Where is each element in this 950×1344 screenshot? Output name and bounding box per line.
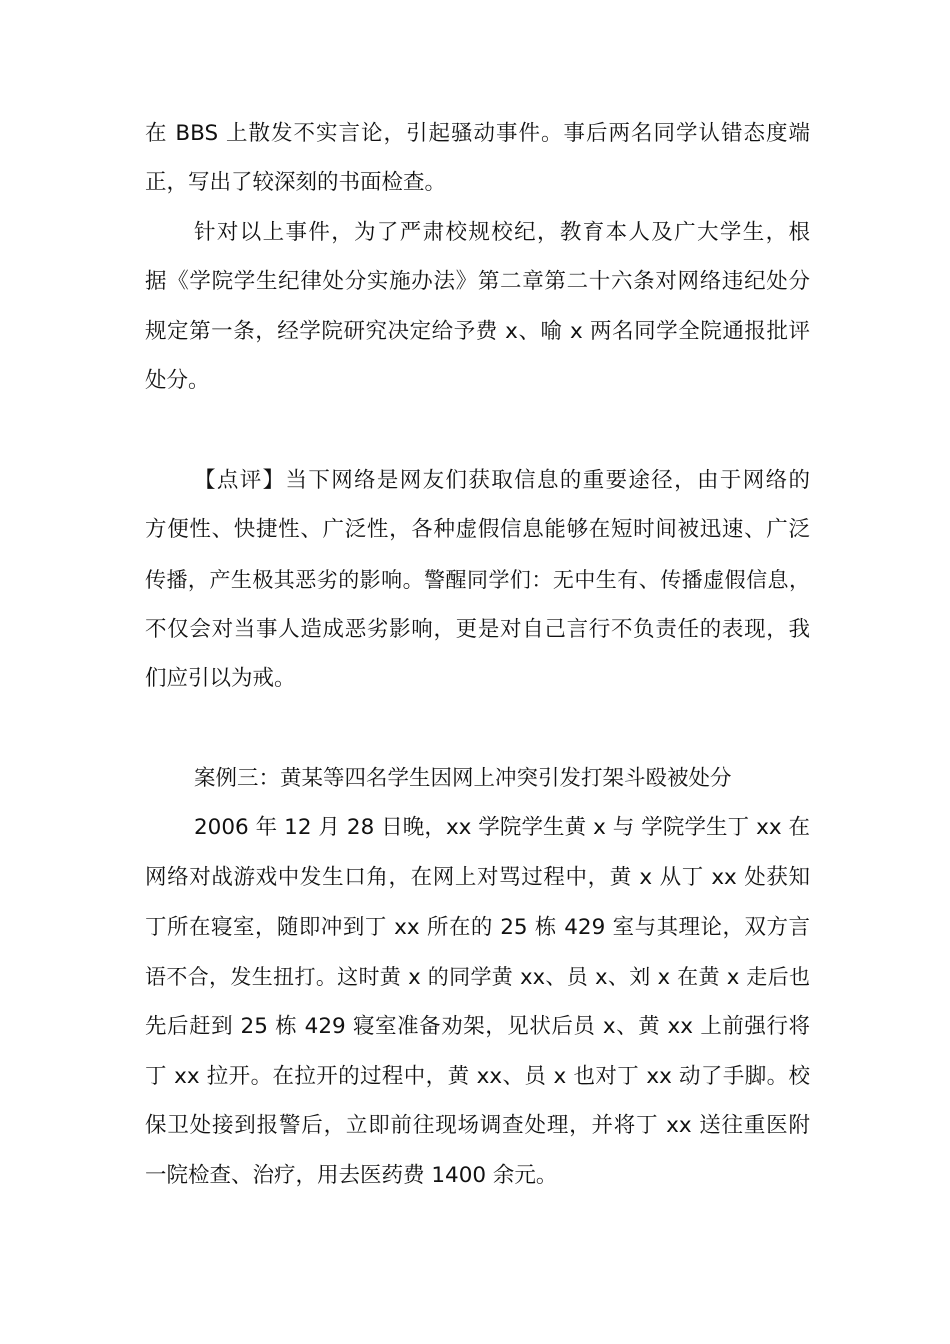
comment-line-3: 传播，产生极其恶劣的影响。警醒同学们：无中生有、传播虚假信息， (145, 568, 810, 592)
comment-line-5: 们应引以为戒。 (145, 666, 296, 691)
paragraph-2-line-3: 规定第一条，经学院研究决定给予费 x、喻 x 两名同学全院通报批评 (145, 319, 810, 344)
case-paragraph-line-8: 一院检查、治疗，用去医药费 1400 余元。 (145, 1163, 558, 1188)
case-paragraph-line-4: 语不合，发生扭打。这时黄 x 的同学黄 xx、员 x、刘 x 在黄 x 走后也 (145, 965, 810, 989)
paragraph-2-line-1: 针对以上事件，为了严肃校规校纪，教育本人及广大学生，根 (194, 220, 810, 245)
case-paragraph-line-7: 保卫处接到报警后，立即前往现场调查处理，并将丁 xx 送往重医附 (145, 1113, 810, 1138)
paragraph-1-line-2: 正，写出了较深刻的书面检查。 (145, 170, 447, 195)
paragraph-1-line-1: 在 BBS 上散发不实言论，引起骚动事件。事后两名同学认错态度端 (145, 121, 810, 146)
case-paragraph-line-3: 丁所在寝室，随即冲到丁 xx 所在的 25 栋 429 室与其理论，双方言 (145, 915, 810, 940)
paragraph-2-line-4: 处分。 (145, 368, 210, 393)
case-paragraph-line-1: 2006 年 12 月 28 日晚，xx 学院学生黄 x 与 学院学生丁 xx 在 (194, 815, 810, 840)
comment-line-1: 【点评】当下网络是网友们获取信息的重要途径，由于网络的 (194, 468, 810, 493)
case-paragraph-line-2: 网络对战游戏中发生口角，在网上对骂过程中，黄 x 从丁 xx 处获知 (145, 865, 810, 890)
case-three-heading: 案例三：黄某等四名学生因网上冲突引发打架斗殴被处分 (194, 766, 732, 791)
paragraph-2-line-2: 据《学院学生纪律处分实施办法》第二章第二十六条对网络违纪处分 (145, 269, 810, 294)
comment-line-2: 方便性、快捷性、广泛性，各种虚假信息能够在短时间被迅速、广泛 (145, 517, 810, 542)
case-paragraph-line-5: 先后赶到 25 栋 429 寝室准备劝架，见状后员 x、黄 xx 上前强行将 (145, 1014, 810, 1039)
case-paragraph-line-6: 丁 xx 拉开。在拉开的过程中，黄 xx、员 x 也对丁 xx 动了手脚。校 (145, 1064, 810, 1089)
comment-line-4: 不仅会对当事人造成恶劣影响，更是对自己言行不负责任的表现，我 (145, 617, 810, 642)
